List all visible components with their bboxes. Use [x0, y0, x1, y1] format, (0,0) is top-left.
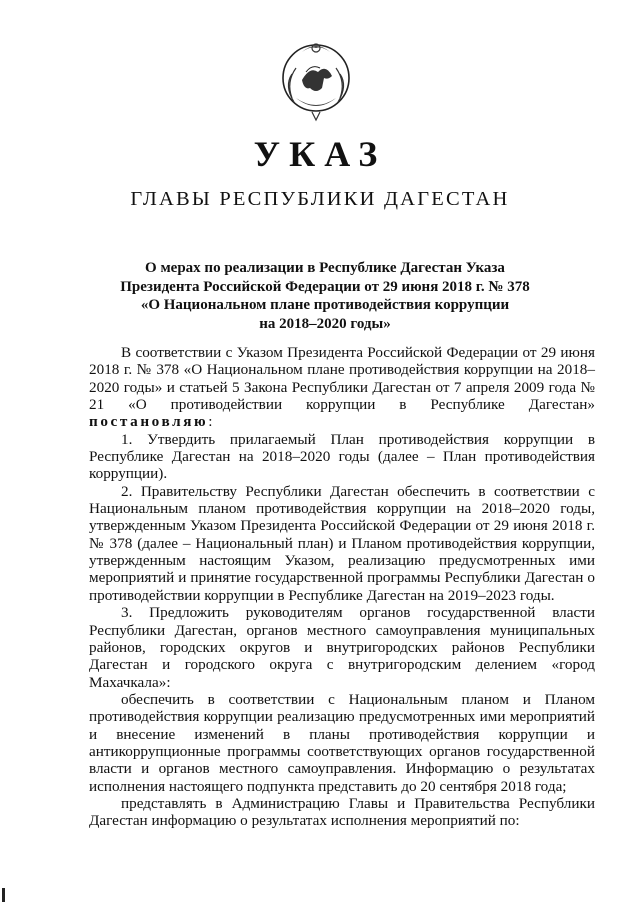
paragraph-3a: обеспечить в соответствии с Национальным планом и Планом противодействия коррупции реализацию предусмотренных ими мероприятий и внесение изменений в планы противодействия коррупции и антикоррупционные программы соответствующих органов государственной власти и органов местного самоуправления. Информацию о результатах исполнения настоящего подпункта представить до 20 сентября 2018 года;	[89, 690, 595, 795]
heading-line: на 2018–2020 годы»	[259, 315, 391, 332]
paragraph-1: 1. Утвердить прилагаемый План противодействия коррупции в Республике Дагестан на 2018–2020 годы (далее – План противодействия коррупции).	[89, 430, 595, 483]
document-body	[89, 344, 595, 830]
scan-margin-mark	[2, 888, 5, 902]
heading-line: «О Национальном плане противодействия коррупции	[140, 297, 510, 313]
decree-word: постановляю	[89, 413, 209, 431]
paragraph-intro: В соответствии с Указом Президента Российской Федерации от 29 июня 2018 г. № 378 «О Национальном плане противодействия коррупции на 2018–2020 годы» и статьей 5 Закона Республики Дагестан от 7 апреля 2009 года № 21 «О противодействии коррупции в Республике Дагестан» постановляю:	[89, 344, 595, 431]
coat-of-arms-emblem	[272, 28, 360, 124]
heading-line: Президента Российской Федерации от 29 июня 2018 г. № 378	[120, 278, 530, 295]
intro-text: В соответствии с Указом Президента Российской Федерации от 29 июня 2018 г. № 378 «О Национальном плане противодействия коррупции на 2018–2020 годы» и статьей 5 Закона Республики Дагестан от 7 апреля 2009 года № 21 «О противодействии коррупции в Республике Дагестан»	[89, 344, 595, 414]
document-subtitle: ГЛАВЫ РЕСПУБЛИКИ ДАГЕСТАН	[130, 188, 510, 210]
document-title: УКАЗ	[253, 134, 387, 174]
paragraph-3b: представлять в Администрацию Главы и Правительства Республики Дагестан информацию о результатах исполнения мероприятий по:	[89, 794, 595, 830]
decree-heading	[120, 259, 530, 333]
heading-line: О мерах по реализации в Республике Дагестан Указа	[145, 260, 505, 276]
paragraph-2: 2. Правительству Республики Дагестан обеспечить в соответствии с Национальным планом противодействия коррупции на 2018–2020 годы, утвержденным Указом Президента Российской Федерации от 29 июня 2018 г. № 378 (далее – Национальный план) и Планом противодействия коррупции, утвержденным настоящим Указом, реализацию предусмотренных ими мероприятий и принятие государственной программы Республики Дагестан о противодействии коррупции в Республике Дагестан на 2019–2023 годы.	[89, 482, 595, 604]
paragraph-3: 3. Предложить руководителям органов государственной власти Республики Дагестан, органов местного самоуправления муниципальных районов, городских округов и внутригородских районов Республики Дагестан и городского округа с внутригородским делением «город Махачкала»:	[89, 604, 595, 691]
